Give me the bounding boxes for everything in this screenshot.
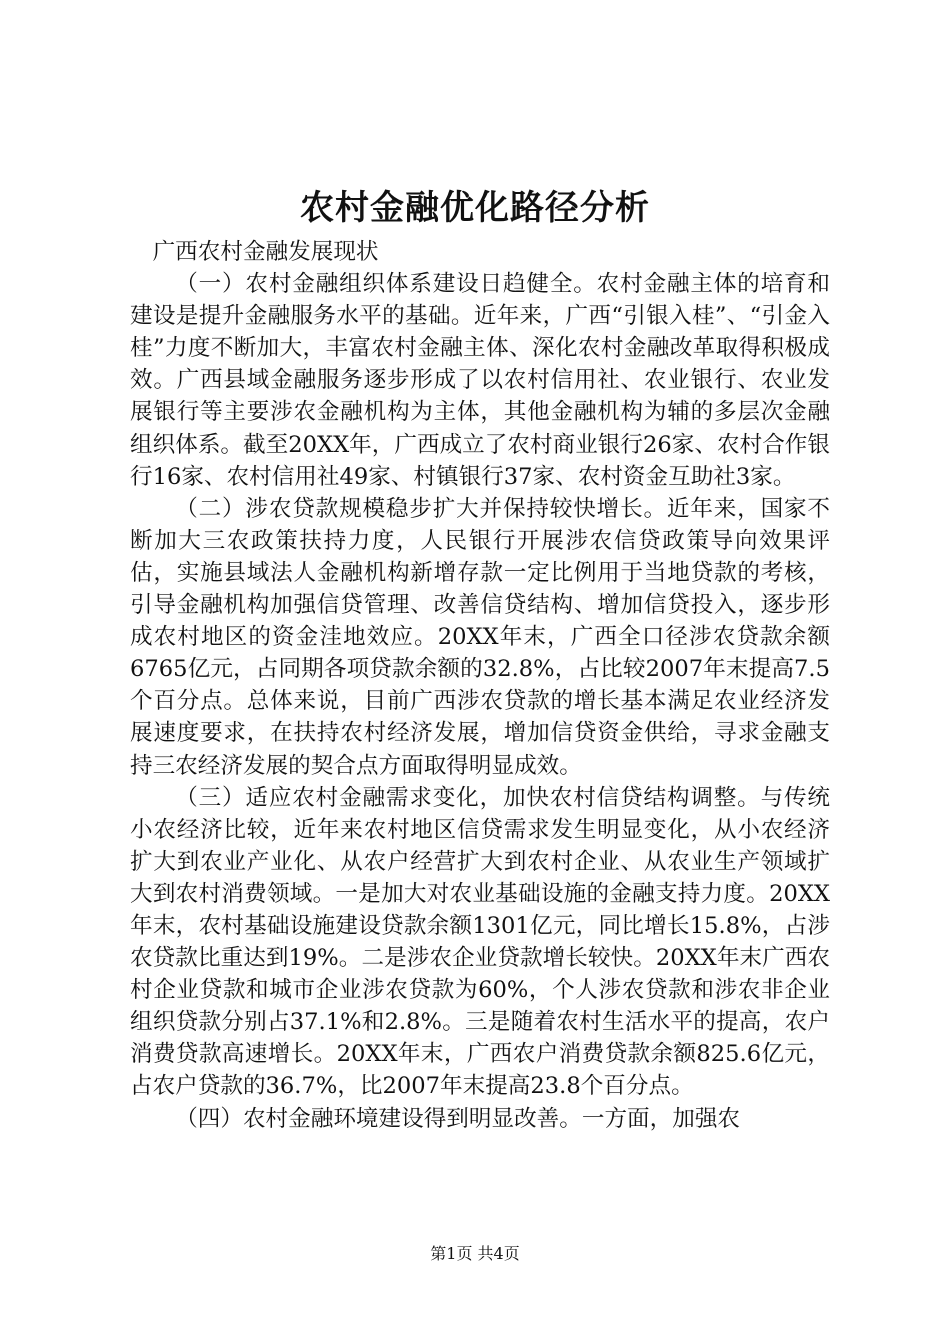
paragraph-1: （一）农村金融组织体系建设日趋健全。农村金融主体的培育和建设是提升金融服务水平的基础。近年来，广西“引银入桂”、“引金入桂”力度不断加大，丰富农村金融主体、深化农村金融改革取得积极成效。广西县域金融服务逐步形成了以农村信用社、农业银行、农业发展银行等主要涉农金融机构为主体，其他金融机构为辅的多层次金融组织体系。截至20XX年，广西成立了农村商业银行26家、农村合作银行16家、农村信用社49家、村镇银行37家、农村资金互助社3家。 [130,271,830,490]
section-heading: 广西农村金融发展现状 [152,239,379,265]
document-body [130,236,830,1135]
paragraph-3: （三）适应农村金融需求变化，加快农村信贷结构调整。与传统小农经济比较，近年来农村地区信贷需求发生明显变化，从小农经济扩大到农业产业化、从农户经营扩大到农村企业、从农业生产领域扩大到农村消费领域。一是加大对农业基础设施的金融支持力度。20XX年末，农村基础设施建设贷款余额1301亿元，同比增长15.8%，占涉农贷款比重达到19%。二是涉农企业贷款增长较快。20XX年末广西农村企业贷款和城市企业涉农贷款为60%，个人涉农贷款和涉农非企业组织贷款分别占37.1%和2.8%。三是随着农村生活水平的提高，农户消费贷款高速增长。20XX年末，广西农户消费贷款余额825.6亿元，占农户贷款的36.7%，比2007年末提高23.8个百分点。 [130,784,830,1100]
paragraph-4: （四）农村金融环境建设得到明显改善。一方面，加强农 [175,1105,741,1132]
paragraph-2: （二）涉农贷款规模稳步扩大并保持较快增长。近年来，国家不断加大三农政策扶持力度，人民银行开展涉农信贷政策导向效果评估，实施县域法人金融机构新增存款一定比例用于当地贷款的考核，引导金融机构加强信贷管理、改善信贷结构、增加信贷投入，逐步形成农村地区的资金洼地效应。20XX年末，广西全口径涉农贷款余额6765亿元，占同期各项贷款余额的32.8%，占比较2007年末提高7.5个百分点。总体来说，目前广西涉农贷款的增长基本满足农业经济发展速度要求，在扶持农村经济发展，增加信贷资金供给，寻求金融支持三农经济发展的契合点方面取得明显成效。 [130,495,830,779]
page-footer: 第1页 共4页 [430,1244,520,1263]
page-title: 农村金融优化路径分析 [300,188,650,228]
